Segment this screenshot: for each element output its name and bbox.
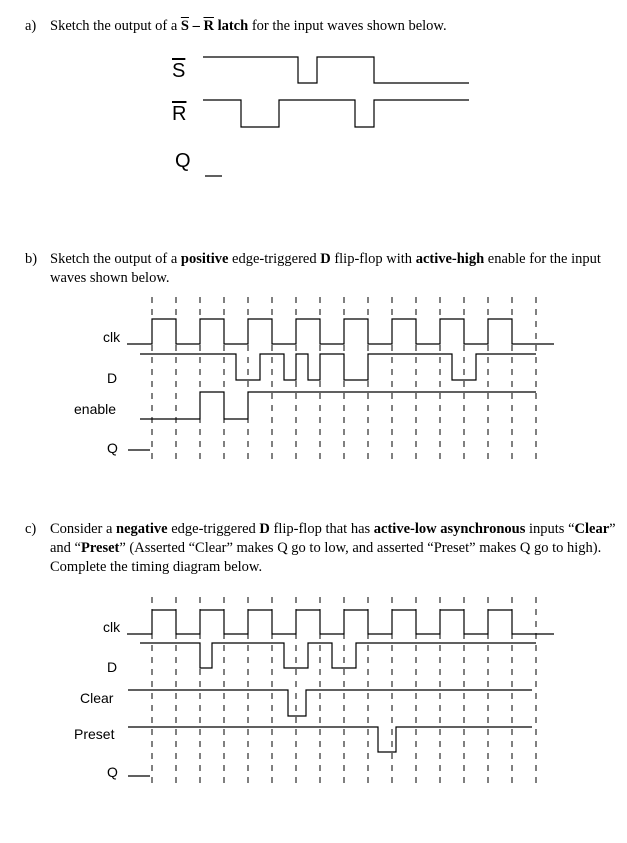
part-c-clk-waveform — [127, 610, 554, 634]
question-c-text-5: ” and “ — [50, 521, 616, 556]
part-c-preset-waveform — [128, 727, 532, 752]
question-b-text-3: flip-flop with — [330, 251, 416, 267]
s-bar-waveform — [203, 57, 469, 83]
question-b-text-4: enable for the input waves shown below. — [50, 251, 601, 286]
rbar-signal-label: $\overline{R}$ — [172, 103, 187, 125]
sbar-signal-label: $\overline{S}$ — [172, 60, 186, 82]
s-bar-symbol: $\overline{S}$ — [180, 18, 189, 34]
question-a-label: a) — [25, 18, 37, 34]
part-c-clear-waveform — [128, 690, 532, 716]
question-b-text-1: Sketch the output of a — [50, 251, 181, 267]
part-b-enable-waveform — [140, 392, 536, 419]
question-b-label: b) — [25, 251, 38, 267]
question-b-bold-3: active-high — [415, 251, 485, 267]
question-a-text-2: for the input waves shown below. — [248, 18, 447, 34]
clear-signal-label: Clear — [80, 690, 114, 706]
part-b-clk-waveform — [127, 319, 554, 344]
question-a-text-1: Sketch the output of a — [50, 18, 181, 34]
question-c-text-6: ” (Asserted “Clear” makes Q go to low, and asserted “Preset” makes Q go to high). Complete the timing diagram below. — [50, 540, 602, 575]
q-signal-label-b: Q — [107, 440, 118, 456]
dash-symbol: – — [188, 18, 204, 34]
clk-signal-label-b: clk — [103, 329, 121, 345]
part-b-d-waveform — [140, 354, 536, 380]
q-signal-label-c: Q — [107, 764, 118, 780]
d-signal-label-c: D — [107, 659, 118, 675]
q-signal-label-a: Q — [175, 150, 191, 172]
question-b-text-2: edge-triggered — [228, 251, 321, 267]
question-c-bold-1: negative — [116, 521, 168, 537]
enable-signal-label: enable — [74, 401, 117, 417]
r-bar-waveform — [203, 100, 469, 127]
clk-signal-label-c: clk — [103, 619, 121, 635]
question-c-text-1: Consider a — [50, 521, 117, 537]
question-c-text-2: edge-triggered — [167, 521, 260, 537]
preset-signal-label: Preset — [74, 726, 115, 742]
r-bar-symbol: $\overline{R}$ — [203, 18, 214, 34]
question-c-bold-4: Clear — [574, 521, 610, 537]
question-c-label: c) — [25, 521, 37, 537]
question-c-bold-3: active-low asynchronous — [373, 521, 526, 537]
latch-word: latch — [213, 18, 249, 34]
d-signal-label-b: D — [107, 370, 118, 386]
question-b-bold-2: D — [320, 251, 331, 267]
question-c-bold-5: Preset — [81, 540, 120, 556]
question-b-bold-1: positive — [180, 251, 229, 267]
part-c-d-waveform — [140, 643, 536, 668]
question-c-bold-2: D — [259, 521, 270, 537]
question-c-text-4: inputs “ — [525, 521, 575, 537]
question-c-text-3: flip-flop that has — [269, 521, 374, 537]
